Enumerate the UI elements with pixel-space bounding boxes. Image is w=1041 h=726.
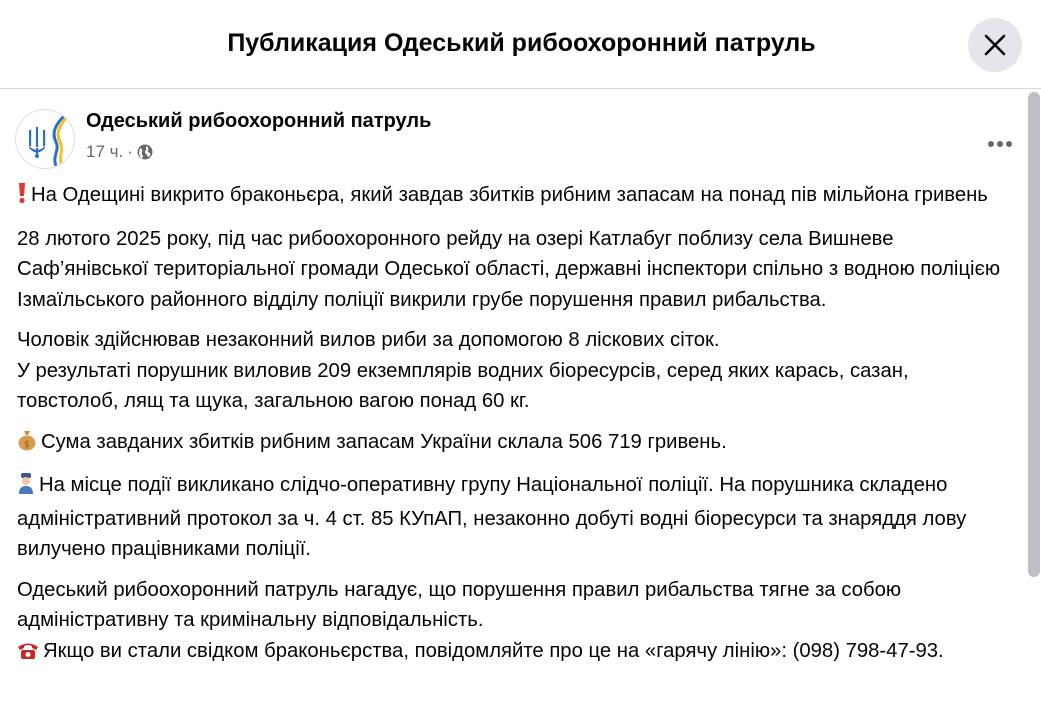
post-meta xyxy=(86,142,153,162)
paragraph-damage: $ Сума завданих збитків рибним запасам України склала 506 719 гривень. xyxy=(17,427,1007,461)
page-logo-icon xyxy=(16,110,75,169)
meta-separator: · xyxy=(127,142,133,161)
more-options-button[interactable] xyxy=(985,134,1015,154)
more-horizontal-icon xyxy=(988,141,994,147)
paragraph-headline: На Одещині викрито браконьєра, який завдав збитків рибним запасам на понад пів мільйона гривень xyxy=(17,180,1007,214)
dialog-header xyxy=(0,0,1041,89)
paragraph-details: 28 лютого 2025 року, під час рибоохоронного рейду на озері Катлабуг поблизу села Вишневе Саф’янівської територіальної громади Одеської області, державні інспектори спільно з водною поліцією Ізмаїльського районного відділу поліції викрили грубе порушення правил рибальства. xyxy=(17,227,1001,311)
dialog-title: Публикация Одеський рибоохоронний патруль xyxy=(227,28,816,57)
paragraph-police: На місце події викликано слідчо-оперативну групу Національної поліції. На порушника складено адміністративний протокол за ч. 4 ст. 85 КУпАП, незаконно добуті водні біоресурси та знаряддя лову вилучено працівниками поліції. xyxy=(17,474,967,560)
paragraph-catch: Чоловік здійснював незаконний вилов риби за допомогою 8 ліскових сіток. У результаті порушник виловив 209 екземплярів водних біоресурсів, серед яких карась, сазан, товстолоб, лящ та щука, загальною вагою понад 60 кг. xyxy=(17,329,909,412)
telephone-icon xyxy=(17,639,39,670)
more-dot xyxy=(1006,141,1012,147)
scrollbar-thumb[interactable] xyxy=(1028,92,1040,577)
post-scroll-area[interactable] xyxy=(0,90,1041,726)
avatar[interactable] xyxy=(15,109,75,169)
exclamation-icon xyxy=(17,182,27,214)
post-time[interactable]: 17 ч. xyxy=(86,142,124,161)
close-icon xyxy=(983,33,1007,57)
money-bag-icon xyxy=(17,429,37,461)
svg-text:$: $ xyxy=(24,439,30,450)
globe-icon xyxy=(137,144,153,160)
more-dot xyxy=(997,141,1003,147)
post-header xyxy=(15,109,1005,169)
post-text xyxy=(17,180,1007,679)
close-button[interactable] xyxy=(968,18,1022,72)
author-name[interactable]: Одеський рибоохоронний патруль xyxy=(86,110,432,132)
police-officer-icon xyxy=(17,472,35,504)
paragraph-reminder: Одеський рибоохоронний патруль нагадує, що порушення правил рибальства тягне за собою адміністративну та кримінальну відповідальність. Якщо ви стали свідком браконьєрства, повідомляйте про це на «гарячу лінію»: (098) 798-47-93. xyxy=(17,575,1007,670)
